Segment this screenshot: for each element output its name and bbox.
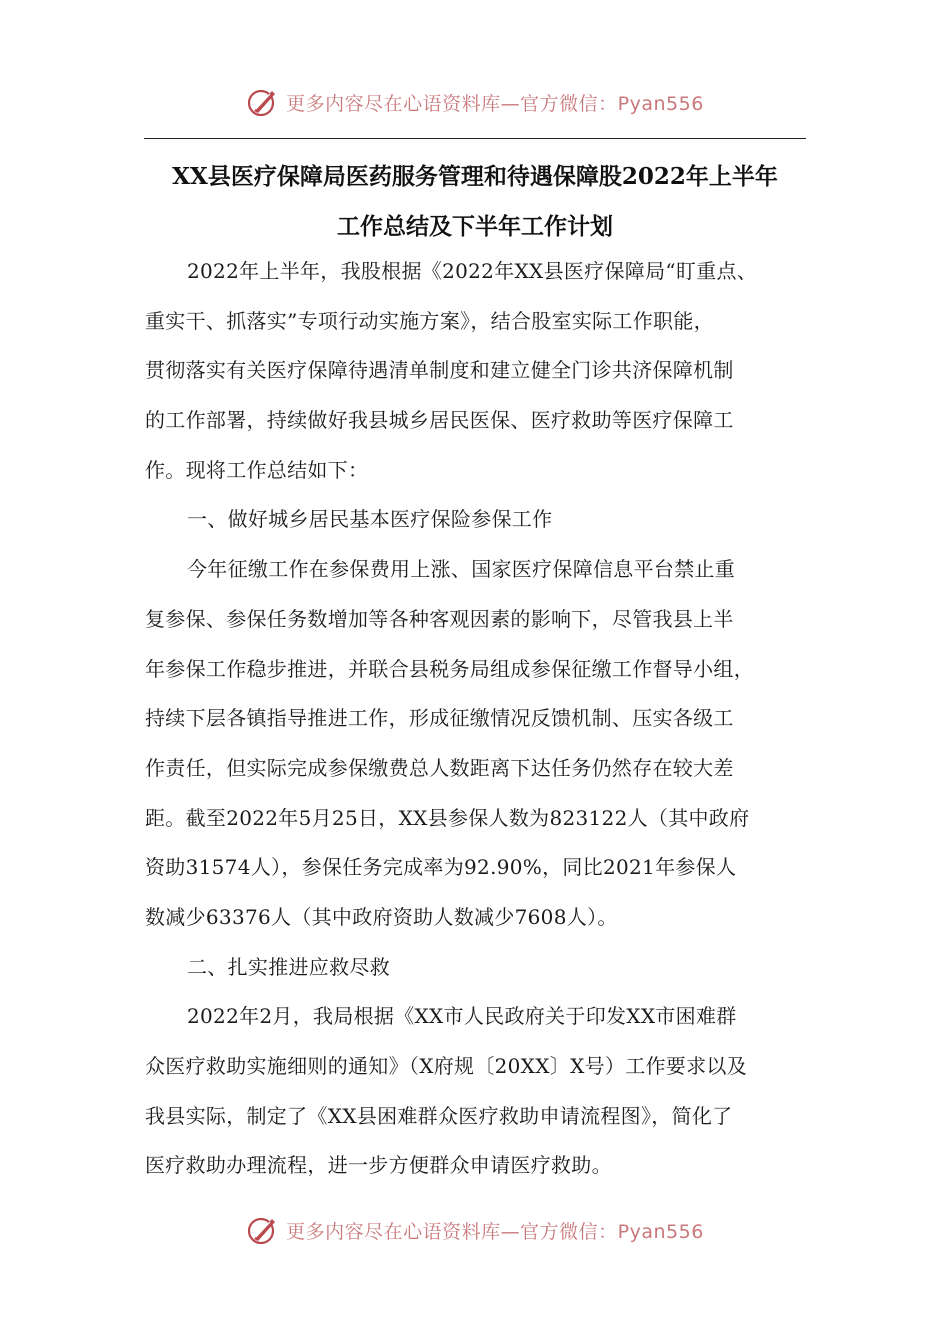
body-line: 二、扎实推进应救尽救	[187, 954, 390, 979]
body-line: 一、做好城乡居民基本医疗保险参保工作	[187, 507, 553, 532]
body-line: 我县实际，制定了《XX县困难群众医疗救助申请流程图》，简化了	[145, 1103, 733, 1128]
footer-watermark	[0, 1210, 950, 1250]
body-line: 今年征缴工作在参保费用上涨、国家医疗保障信息平台禁止重	[187, 557, 736, 582]
body-line: 重实干、抓落实”专项行动实施方案》，结合股室实际工作职能，	[145, 308, 714, 333]
body-line: 众医疗救助实施细则的通知》（X府规〔20XX〕X号）工作要求以及	[145, 1054, 748, 1078]
quill-pen-circle-icon	[246, 1213, 280, 1247]
document-title	[120, 152, 830, 252]
body-line: 2022年2月，我局根据《XX市人民政府关于印发XX市困难群	[187, 1004, 737, 1029]
body-line: 作。现将工作总结如下：	[145, 457, 369, 482]
header-divider	[144, 138, 806, 139]
body-line: 2022年上半年，我股根据《2022年XX县医疗保障局“盯重点、	[187, 259, 758, 283]
body-line: 医疗救助办理流程，进一步方便群众申请医疗救助。	[145, 1153, 612, 1178]
body-line: 数减少63376人（其中政府资助人数减少7608人）。	[145, 904, 618, 929]
body-line: 距。截至2022年5月25日，XX县参保人数为823122人（其中政府	[145, 805, 750, 830]
title-line-2: 工作总结及下半年工作计划	[337, 213, 613, 240]
body-line: 年参保工作稳步推进，并联合县税务局组成参保征缴工作督导小组，	[145, 656, 754, 681]
body-line: 贯彻落实有关医疗保障待遇清单制度和建立健全门诊共济保障机制	[145, 358, 734, 383]
watermark-text: 更多内容尽在心语资料库—官方微信：Pyan556	[286, 1220, 704, 1243]
quill-pen-circle-icon	[246, 85, 280, 119]
document-body	[145, 247, 815, 1191]
body-line: 资助31574人），参保任务完成率为92.90%，同比2021年参保人	[145, 855, 737, 880]
body-line: 持续下层各镇指导推进工作，形成征缴情况反馈机制、压实各级工	[145, 706, 734, 731]
title-line-1: XX县医疗保障局医药服务管理和待遇保障股2022年上半年	[172, 163, 778, 190]
watermark-text: 更多内容尽在心语资料库—官方微信：Pyan556	[286, 92, 704, 115]
body-line: 复参保、参保任务数增加等各种客观因素的影响下，尽管我县上半	[145, 606, 734, 631]
body-line: 的工作部署，持续做好我县城乡居民医保、医疗救助等医疗保障工	[145, 408, 734, 433]
header-watermark	[0, 82, 950, 122]
body-line: 作责任，但实际完成参保缴费总人数距离下达任务仍然存在较大差	[145, 755, 734, 780]
